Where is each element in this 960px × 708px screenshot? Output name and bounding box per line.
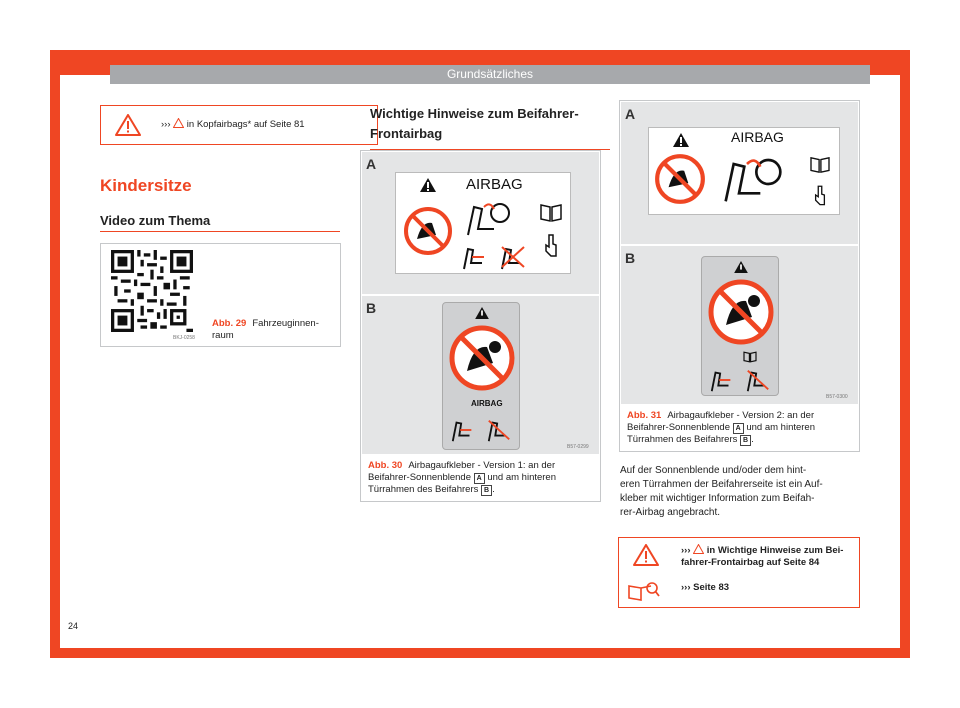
figure-code: B57-0300 [826,394,848,400]
warning-triangle-icon [420,178,436,192]
manual-book-icon [809,156,831,174]
search-book-icon [627,580,661,602]
figure-caption [212,318,337,342]
label-b: B [366,300,377,316]
key-a: A [474,473,485,484]
airbag-sticker-b [701,256,779,396]
figure-airbag-v1 [360,150,601,502]
hand-pointer-icon [543,233,559,257]
label-b: B [625,250,636,266]
seat-ok-icon [460,243,490,271]
arrows: ››› [161,119,171,130]
warning-triangle-small-icon [693,544,704,554]
section-heading: Kindersitze [100,176,192,195]
warning-link-text[interactable]: in Wichtige Hinweise zum Bei- [706,545,844,556]
qr-code-icon[interactable] [111,250,193,332]
no-child-seat-icon [653,152,707,206]
figure-number: Abb. 31 [627,410,662,421]
warning-triangle-icon [115,114,141,136]
warning-triangle-small-icon [173,118,184,128]
figure-caption: Abb. 30 Airbagaufkleber - Version 1: an der Beifahrer-Sonnenblende A und am hinteren Türrahmen des Beifahrers B . [368,460,557,495]
no-child-seat-icon [447,323,517,393]
seat-ok-icon [449,417,477,443]
figure-number: Abb. 29 [212,318,247,329]
key-b: B [740,435,751,446]
page-reference[interactable]: ››› Seite 83 [681,582,730,593]
warning-triangle-icon [734,261,748,273]
airbag-label: AIRBAG [731,129,784,145]
seat-airbag-icon [460,199,520,239]
seat-airbag-icon [715,152,795,208]
figure-image-a [362,152,599,294]
manual-book-icon [539,203,563,223]
key-a: A [733,423,744,434]
seat-no-icon [485,417,513,443]
label-a: A [625,106,636,122]
page-number: 24 [68,621,79,631]
figure-code: BKJ-0258 [173,335,195,341]
seat-no-icon [744,367,772,393]
figure-number: Abb. 30 [368,460,403,471]
figure-caption: Abb. 31 Airbagaufkleber - Version 2: an der Beifahrer-Sonnenblende A und am hinteren Türrahmen des Beifahrers B . [627,410,816,445]
arrows: ››› [681,545,691,556]
hand-pointer-icon [813,184,827,206]
section-title: Grundsätzliches [110,65,870,84]
warning-triangle-icon [633,544,659,566]
seat-ok-icon [708,367,736,393]
airbag-label: AIRBAG [471,399,503,408]
figure-image-b [621,246,858,404]
manual-book-icon [742,351,758,363]
divider [100,231,340,232]
warning-box-bottom [618,537,860,608]
body-paragraph: Auf der Sonnenblende und/oder dem hint- eren Türrahmen der Beifahrerseite ist ein Auf- kleber mit wichtiger Information zum Beifah- rer-Airbag angebracht. [620,465,823,518]
figure-code: B57-0299 [567,444,589,450]
warning-triangle-icon [673,133,689,147]
label-a: A [366,156,377,172]
airbag-sticker-b [442,302,520,450]
warning-triangle-icon [475,307,489,319]
airbag-sticker-a [648,127,840,215]
no-child-seat-icon [706,277,776,347]
subheading: Video zum Thema [100,213,211,228]
figure-caption-text: Fahrzeuginnen-raum [212,318,319,341]
figure-image-b [362,296,599,454]
manual-page [60,60,900,648]
warning-link-text[interactable]: in Kopfairbags* auf Seite 81 [186,119,305,130]
warning-box-top [100,105,378,145]
page-frame [50,50,910,658]
seat-no-icon [498,243,528,271]
figure-airbag-v2 [619,100,860,452]
warning-link-text-2[interactable]: fahrer-Frontairbag auf Seite 84 [681,557,820,568]
no-child-seat-icon [402,205,454,257]
airbag-label: AIRBAG [466,176,523,193]
middle-heading: Wichtige Hinweise zum Beifahrer-Frontairbag [370,106,579,141]
key-b: B [481,485,492,496]
airbag-sticker-a [395,172,571,274]
figure-qr [100,243,341,347]
figure-image-a [621,102,858,244]
